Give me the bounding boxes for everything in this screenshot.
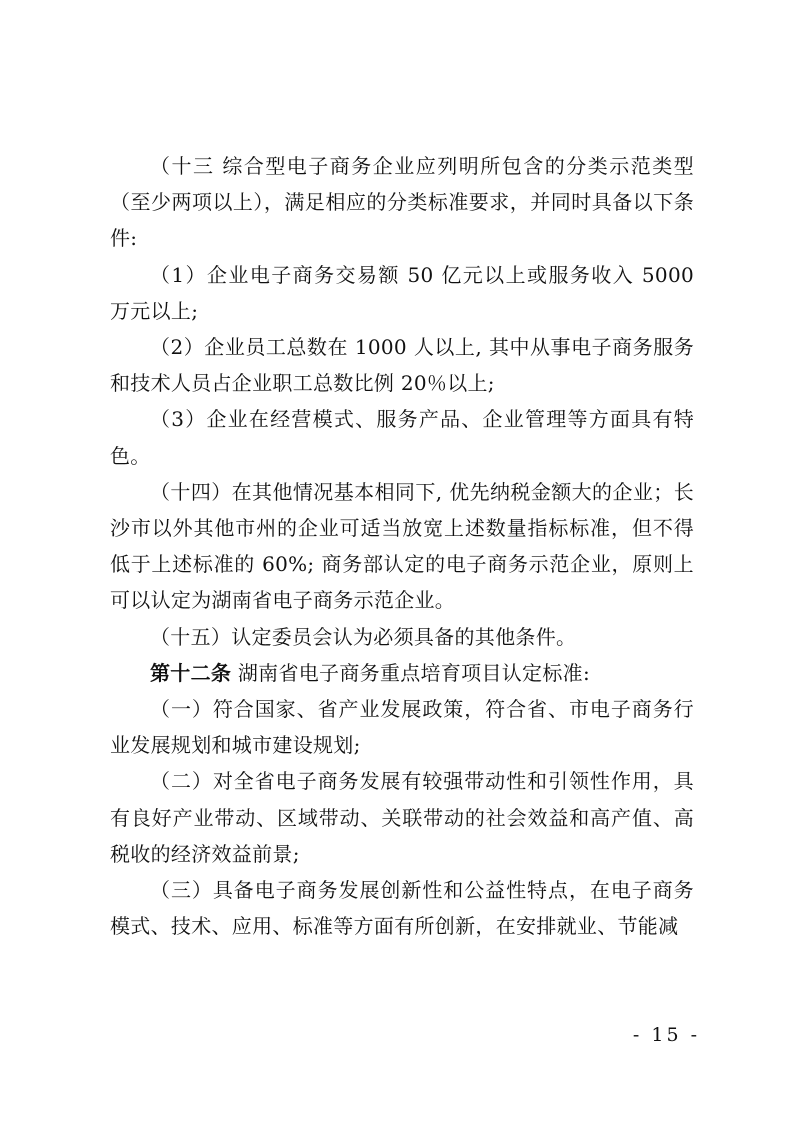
article-12-item-3: （三）具备电子商务发展创新性和公益性特点，在电子商务模式、技术、应用、标准等方面有所创新，在安排就业、节能减 [110, 878, 694, 939]
page-number: - 15 - [632, 1024, 700, 1046]
article-12 [110, 655, 694, 691]
paragraph-13-item-2: （2）企业员工总数在 1000 人以上, 其中从事电子商务服务和技术人员占企业职工总数比例 20％以上; [110, 335, 694, 396]
paragraph-13: （十三 综合型电子商务企业应列明所包含的分类示范类型（至少两项以上），满足相应的分类标准要求，并同时具备以下条件: [110, 154, 694, 251]
paragraph-13-item-1: （1）企业电子商务交易额 50 亿元以上或服务收入 5000 万元以上; [110, 262, 694, 323]
document-body [110, 148, 694, 944]
article-12-lead: 第十二条 [150, 660, 232, 685]
article-12-item-1: （一）符合国家、省产业发展政策，符合省、市电子商务行业发展规划和城市建设规划; [110, 697, 694, 758]
paragraph-15: （十五）认定委员会认为必须具备的其他条件。 [150, 624, 577, 649]
paragraph-14: （十四）在其他情况基本相同下, 优先纳税金额大的企业；长沙市以外其他市州的企业可适当放宽上述数量指标标准，但不得低于上述标准的 60%; 商务部认定的电子商务示范企业，原则上可以认定为湖南省电子商务示范企业。 [110, 479, 694, 613]
paragraph-13-item-3: （3）企业在经营模式、服务产品、企业管理等方面具有特色。 [110, 407, 694, 468]
article-12-text: 湖南省电子商务重点培育项目认定标准: [231, 660, 590, 685]
article-12-item-2: （二）对全省电子商务发展有较强带动性和引领性作用，具有良好产业带动、区域带动、关联带动的社会效益和高产值、高税收的经济效益前景; [110, 769, 694, 866]
